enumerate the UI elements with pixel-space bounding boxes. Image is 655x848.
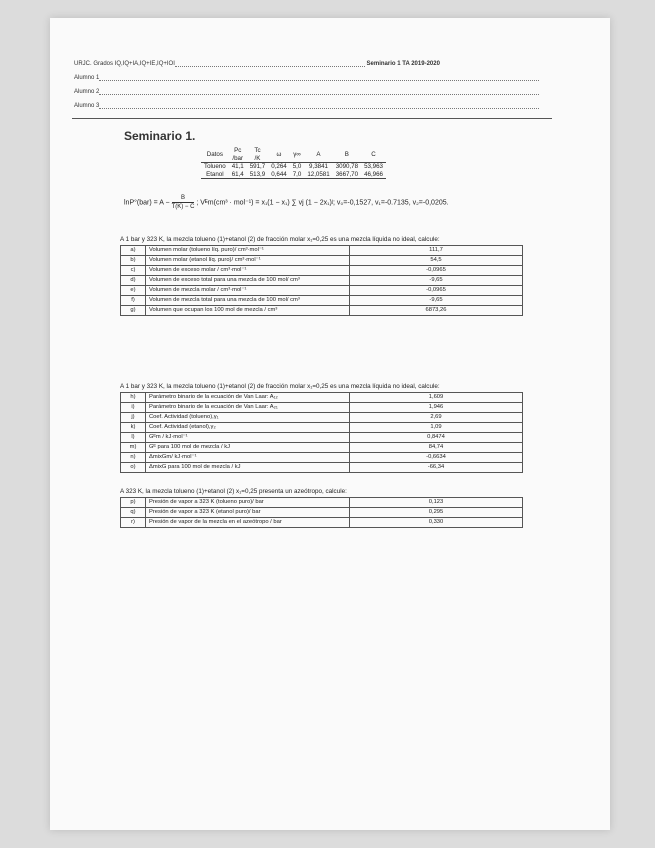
question-row <box>121 463 523 473</box>
equations-line <box>124 194 449 211</box>
student-line-2 <box>74 89 539 95</box>
answer-value: 1,946 <box>350 403 523 413</box>
answer-value: 84,74 <box>350 443 523 453</box>
question-label: g) <box>121 306 146 316</box>
prop-cell: 7,0 <box>290 171 305 179</box>
equation-fraction <box>172 194 195 211</box>
answer-value: 0,295 <box>350 508 523 518</box>
answer-value: 111,7 <box>350 246 523 256</box>
prop-cell: 0,644 <box>268 171 289 179</box>
question-row <box>121 306 523 316</box>
question-label: j) <box>121 413 146 423</box>
question-row <box>121 266 523 276</box>
question-description: Volumen de exceso molar / cm³·mol⁻¹ <box>146 266 350 276</box>
question-label: a) <box>121 246 146 256</box>
prop-header: B <box>333 147 361 163</box>
prop-cell: 0,264 <box>271 163 287 170</box>
question-label: i) <box>121 403 146 413</box>
question-label: b) <box>121 256 146 266</box>
properties-row-toluene <box>201 163 386 171</box>
question-description: Presión de vapor de la mezcla en el azeótropo / bar <box>146 518 350 528</box>
prop-cell: 9,3841 <box>309 163 328 170</box>
answer-value: -0,0965 <box>350 266 523 276</box>
prop-header: Datos <box>201 147 229 163</box>
properties-header-row <box>201 147 386 163</box>
question-description: Parámetro binario de la ecuación de Van Laar: A₁₂ <box>146 393 350 403</box>
answer-value: 1,609 <box>350 393 523 403</box>
question-row <box>121 423 523 433</box>
prop-header: Pc /bar <box>229 147 247 163</box>
course-dots <box>175 66 365 67</box>
question-row <box>121 256 523 266</box>
prop-cell: 513,9 <box>247 171 268 179</box>
question-label: r) <box>121 518 146 528</box>
question-description: Parámetro binario de la ecuación de Van Laar: A₂₁ <box>146 403 350 413</box>
question-description: Volumen de exceso total para una mezcla de 100 mol/ cm³ <box>146 276 350 286</box>
page-title: Seminario 1. <box>124 129 196 143</box>
student-line-1 <box>74 75 539 81</box>
question-description: Presión de vapor a 323 K (etanol puro)/ bar <box>146 508 350 518</box>
question-label: k) <box>121 423 146 433</box>
question-row <box>121 433 523 443</box>
prop-cell: 41,1 <box>231 163 244 170</box>
student-line-3 <box>74 103 539 109</box>
answer-value: 0,123 <box>350 498 523 508</box>
student-label: Alumno 2 <box>74 89 100 95</box>
fraction-numerator: B <box>172 194 195 203</box>
question-label: e) <box>121 286 146 296</box>
question-description: Volumen que ocupan los 100 mol de mezcla / cm³ <box>146 306 350 316</box>
prop-header: C <box>361 147 386 163</box>
seminar-ref: Seminario 1 TA 2019-2020 <box>366 61 440 67</box>
equation-rest: ; Vᴱm(cm³ · mol⁻¹) = x₁(1 − x₁) ∑ vj (1 − 2x₁)ʲ; v₀=-0,1527, v₁=-0.7135, v₂=-0,0205. <box>196 199 449 207</box>
answer-value: 6873,26 <box>350 306 523 316</box>
answer-value: -9,65 <box>350 296 523 306</box>
answer-value: 2,69 <box>350 413 523 423</box>
question-description: Volumen molar (etanol líq. puro)/ cm³·mol⁻¹ <box>146 256 350 266</box>
question-label: m) <box>121 443 146 453</box>
question-row <box>121 286 523 296</box>
question-row <box>121 453 523 463</box>
prop-header: Tc /K <box>247 147 268 163</box>
properties-row-ethanol <box>201 171 386 179</box>
answer-value: 1,09 <box>350 423 523 433</box>
question-label: n) <box>121 453 146 463</box>
equation-lhs: lnP°(bar) = A − <box>124 199 170 207</box>
answer-value: 54,5 <box>350 256 523 266</box>
question-label: l) <box>121 433 146 443</box>
question-description: Volumen de mezcla molar / cm³·mol⁻¹ <box>146 286 350 296</box>
prop-cell: Etanol <box>201 171 229 179</box>
question-label: d) <box>121 276 146 286</box>
answer-value: 0,330 <box>350 518 523 528</box>
prop-cell: 61,4 <box>229 171 247 179</box>
question-row <box>121 246 523 256</box>
question-description: ΔmixGm/ kJ·mol⁻¹ <box>146 453 350 463</box>
prop-header: ω <box>268 147 289 163</box>
student-label: Alumno 3 <box>74 103 100 109</box>
question-row <box>121 508 523 518</box>
question-row <box>121 498 523 508</box>
properties-table <box>201 147 386 179</box>
section3-table <box>120 497 523 528</box>
prop-cell: 591,7 <box>249 163 266 170</box>
question-label: p) <box>121 498 146 508</box>
section3-intro: A 323 K, la mezcla tolueno (1)+etanol (2) x₁=0,25 presenta un azeótropo, calcule: <box>120 488 347 495</box>
question-description: Volumen de mezcla total para una mezcla de 100 mol/ cm³ <box>146 296 350 306</box>
answer-value: 0,8474 <box>350 433 523 443</box>
question-description: Volumen molar (tolueno líq. puro)/ cm³·mol⁻¹ <box>146 246 350 256</box>
prop-header: γ∞ <box>290 147 305 163</box>
question-row <box>121 296 523 306</box>
question-row <box>121 403 523 413</box>
prop-cell: 5,0 <box>292 163 302 170</box>
fraction-denominator: T(K) − C <box>171 204 195 210</box>
prop-header: A <box>304 147 332 163</box>
question-description: Presión de vapor a 323 K (tolueno puro)/ bar <box>146 498 350 508</box>
question-label: o) <box>121 463 146 473</box>
prop-cell: 53,963 <box>364 163 383 170</box>
course-label: URJC. Grados IQ,IQ+IA,IQ+IE,IQ+IOI <box>74 61 175 67</box>
section1-intro: A 1 bar y 323 K, la mezcla tolueno (1)+etanol (2) de fracción molar x₁=0,25 es una mezcla líquida no ideal, calcule: <box>120 236 440 243</box>
question-label: q) <box>121 508 146 518</box>
section1-table <box>120 245 523 316</box>
question-label: f) <box>121 296 146 306</box>
question-row <box>121 413 523 423</box>
prop-cell: 3090,78 <box>335 163 359 170</box>
student-dots <box>99 80 539 81</box>
header-divider <box>72 118 552 119</box>
question-label: h) <box>121 393 146 403</box>
question-row <box>121 443 523 453</box>
prop-cell: 46,966 <box>361 171 386 179</box>
question-description: Coef. Actividad (tolueno),γ₁ <box>146 413 350 423</box>
prop-cell: 3667,70 <box>333 171 361 179</box>
question-description: Gᴱm / kJ·mol⁻¹ <box>146 433 350 443</box>
question-row <box>121 276 523 286</box>
section2-table <box>120 392 523 473</box>
answer-value: -9,65 <box>350 276 523 286</box>
student-dots <box>99 108 539 109</box>
question-row <box>121 518 523 528</box>
header-course-line <box>74 61 550 67</box>
question-label: c) <box>121 266 146 276</box>
question-description: Coef. Actividad (etanol),γ₂ <box>146 423 350 433</box>
answer-value: -0,0965 <box>350 286 523 296</box>
question-description: Gᴱ para 100 mol de mezcla / kJ <box>146 443 350 453</box>
answer-value: -0,6634 <box>350 453 523 463</box>
section2-intro: A 1 bar y 323 K, la mezcla tolueno (1)+etanol (2) de fracción molar x₁=0,25 es una mezcla líquida no ideal, calcule: <box>120 383 440 390</box>
prop-cell: Tolueno <box>204 163 226 170</box>
prop-cell: 12,0581 <box>304 171 332 179</box>
answer-value: -66,34 <box>350 463 523 473</box>
question-row <box>121 393 523 403</box>
question-description: ΔmixG para 100 mol de mezcla / kJ <box>146 463 350 473</box>
student-label: Alumno 1 <box>74 75 100 81</box>
student-dots <box>99 94 539 95</box>
